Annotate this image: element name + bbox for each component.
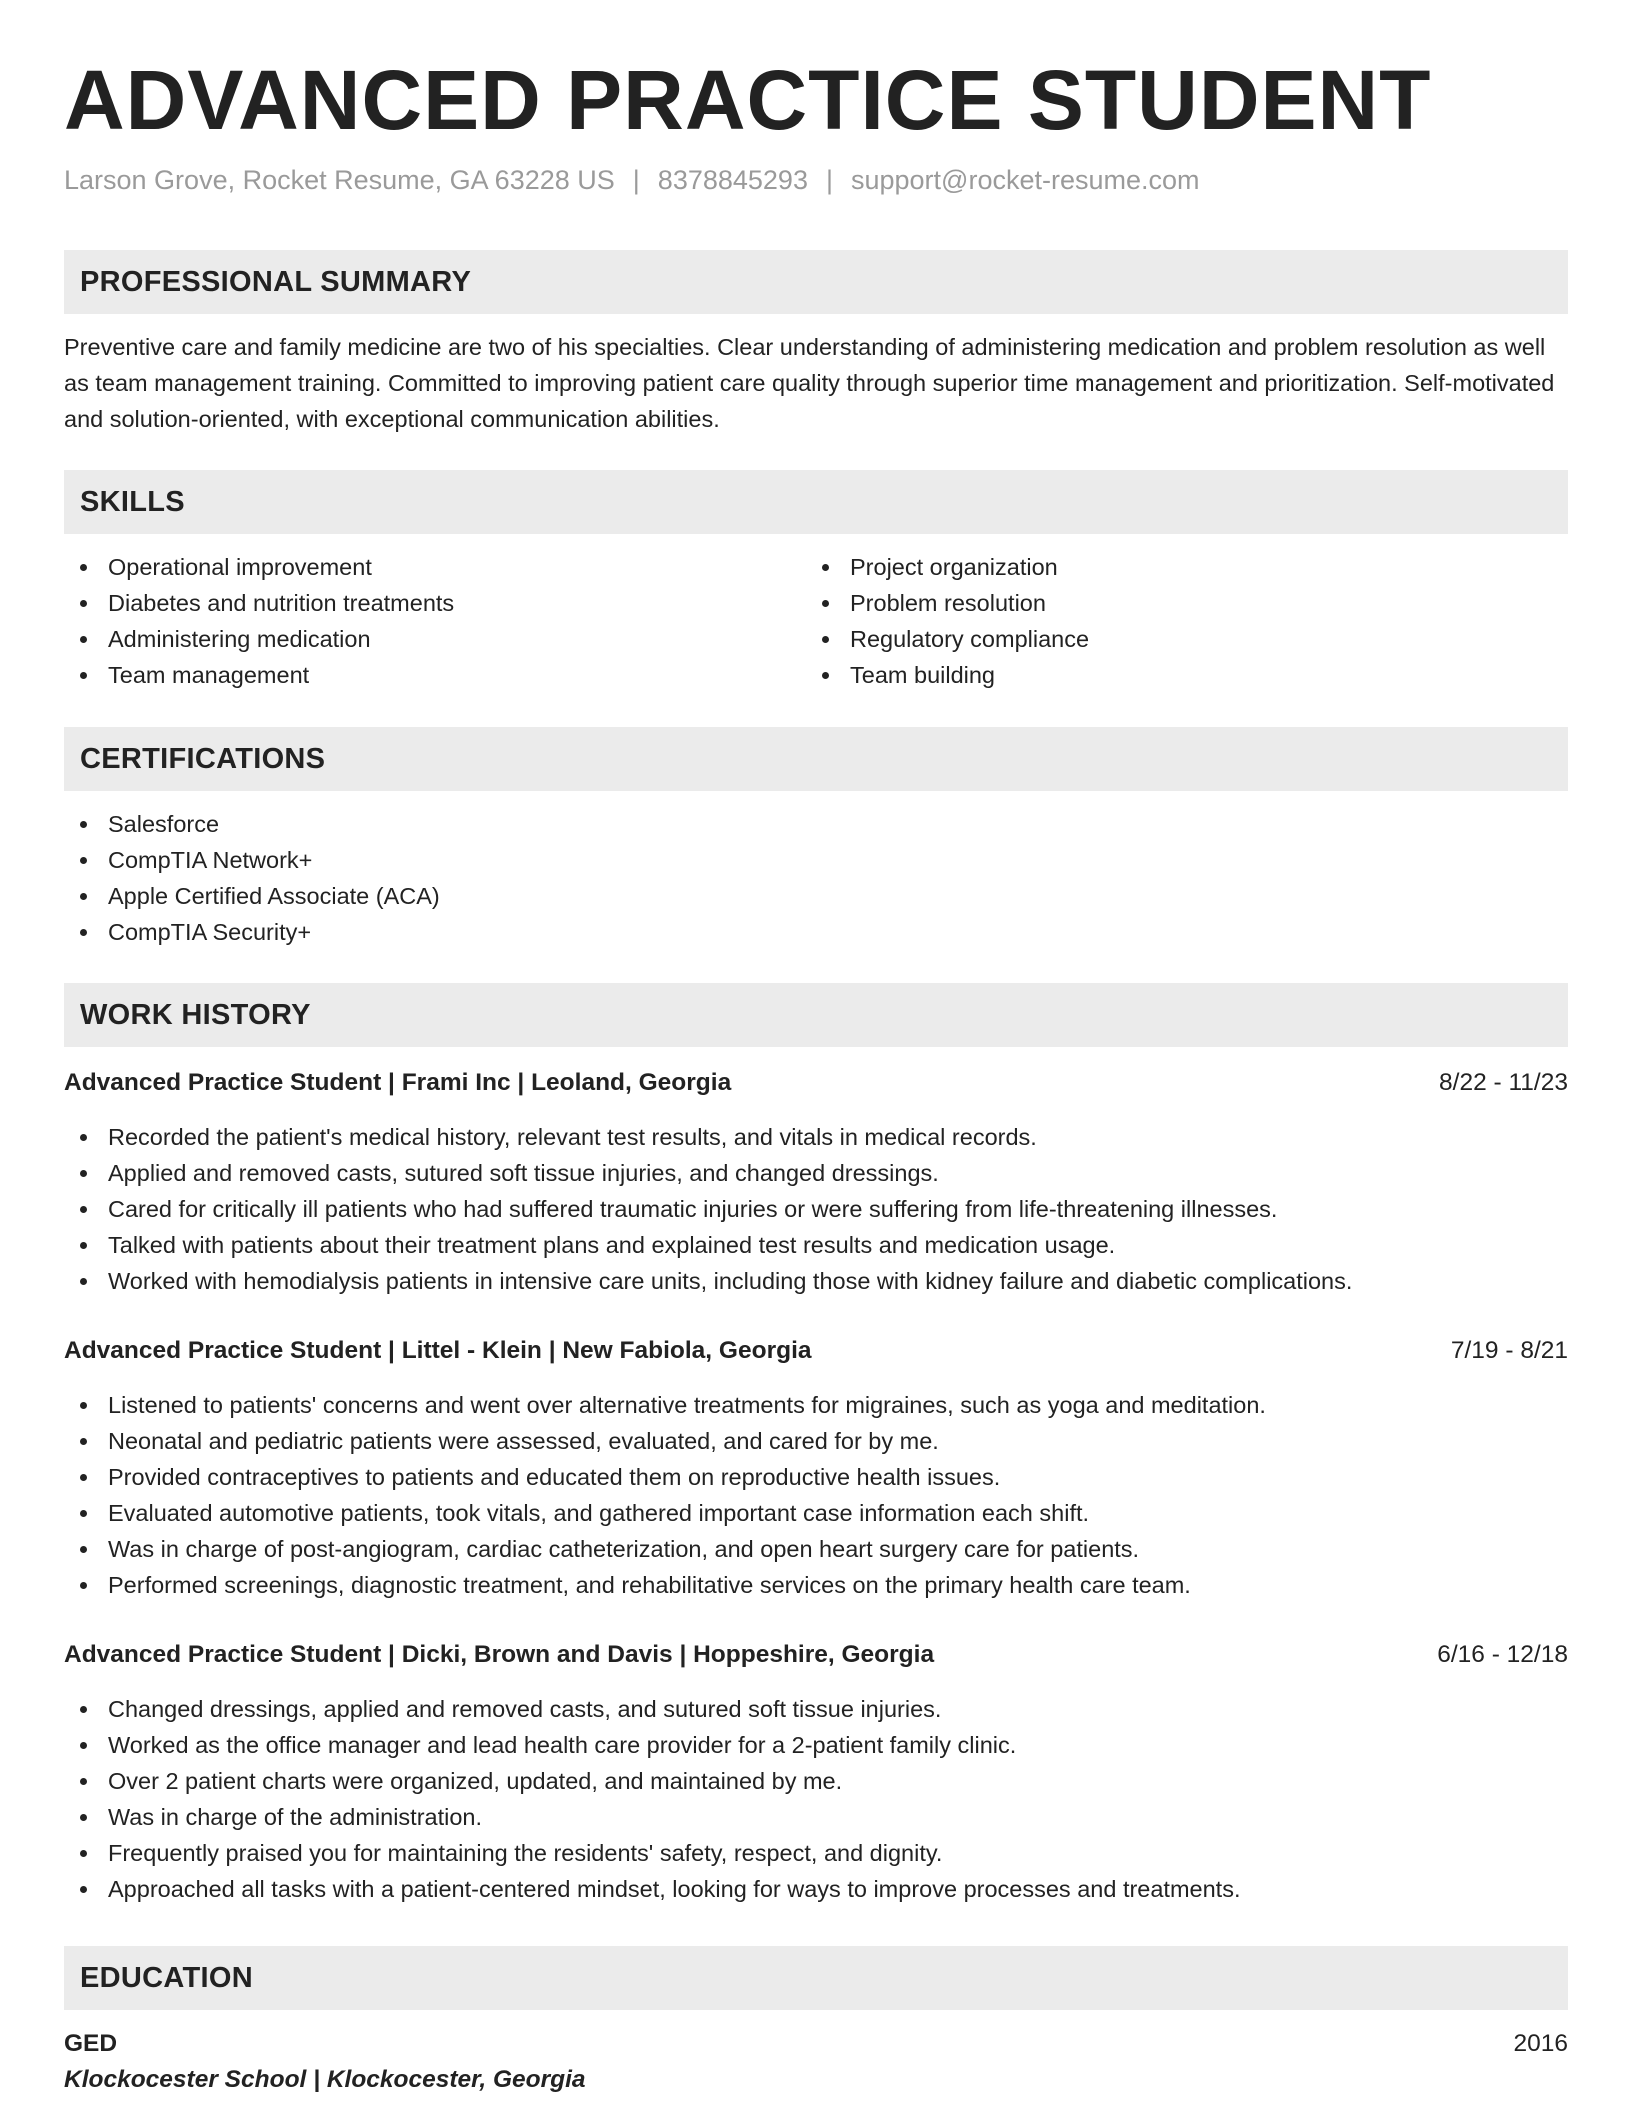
skills-grid bbox=[64, 549, 1568, 693]
skill-item: Diabetes and nutrition treatments bbox=[64, 585, 806, 621]
certification-item: Apple Certified Associate (ACA) bbox=[64, 878, 1568, 914]
skill-item: Operational improvement bbox=[64, 549, 806, 585]
certifications-heading: CERTIFICATIONS bbox=[64, 727, 1568, 791]
job-entry bbox=[64, 1333, 1568, 1603]
job-bullet: Recorded the patient's medical history, relevant test results, and vitals in medical records. bbox=[64, 1119, 1568, 1155]
job-title: Advanced Practice Student | Littel - Klein | New Fabiola, Georgia bbox=[64, 1337, 812, 1364]
degree: GED bbox=[64, 2030, 118, 2057]
contact-line bbox=[64, 164, 1568, 196]
job-bullet: Was in charge of the administration. bbox=[64, 1799, 1568, 1835]
skill-item: Team building bbox=[806, 657, 1548, 693]
email: support@rocket-resume.com bbox=[850, 165, 1200, 195]
job-dates: 6/16 - 12/18 bbox=[1437, 1641, 1568, 1668]
job-title: Advanced Practice Student | Frami Inc | Leoland, Georgia bbox=[64, 1069, 732, 1096]
summary-heading: PROFESSIONAL SUMMARY bbox=[64, 250, 1568, 314]
skill-item: Team management bbox=[64, 657, 806, 693]
skills-right-list bbox=[806, 549, 1548, 693]
job-bullet: Listened to patients' concerns and went over alternative treatments for migraines, such as yoga and meditation. bbox=[64, 1387, 1568, 1423]
job-bullet: Over 2 patient charts were organized, updated, and maintained by me. bbox=[64, 1763, 1568, 1799]
skills-left-list bbox=[64, 549, 806, 693]
summary-text: Preventive care and family medicine are two of his specialties. Clear understanding of administering medication and problem resolution as well as team management training. Committed to improving patient care quality through superior time management and prioritization. Self-motivated and solution-oriented, with exceptional communication abilities. bbox=[64, 334, 1555, 432]
graduation-year: 2016 bbox=[1513, 2030, 1568, 2057]
job-header bbox=[64, 1065, 1568, 1101]
job-bullet: Talked with patients about their treatment plans and explained test results and medication usage. bbox=[64, 1227, 1568, 1263]
certifications-list bbox=[64, 806, 1568, 950]
address: Larson Grove, Rocket Resume, GA 63228 US bbox=[64, 165, 615, 195]
job-dates: 7/19 - 8/21 bbox=[1450, 1337, 1568, 1364]
resume-page bbox=[64, 0, 1568, 2093]
education-section bbox=[64, 1946, 1568, 2010]
skills-section bbox=[64, 470, 1568, 693]
job-header bbox=[64, 1637, 1568, 1673]
job-entry bbox=[64, 1065, 1568, 1299]
education-heading: EDUCATION bbox=[64, 1946, 1568, 2010]
job-bullet: Evaluated automotive patients, took vitals, and gathered important case information each shift. bbox=[64, 1495, 1568, 1531]
skills-heading: SKILLS bbox=[64, 470, 1568, 534]
job-bullet: Applied and removed casts, sutured soft tissue injuries, and changed dressings. bbox=[64, 1155, 1568, 1191]
job-bullets bbox=[64, 1691, 1568, 1907]
job-bullets bbox=[64, 1119, 1568, 1299]
certification-item: CompTIA Security+ bbox=[64, 914, 1568, 950]
separator: | bbox=[825, 165, 833, 195]
job-bullet: Cared for critically ill patients who had suffered traumatic injuries or were suffering from life-threatening illnesses. bbox=[64, 1191, 1568, 1227]
skill-item: Project organization bbox=[806, 549, 1548, 585]
school: Klockocester School | Klockocester, Georgia bbox=[64, 2066, 586, 2093]
certification-item: CompTIA Network+ bbox=[64, 842, 1568, 878]
job-bullet: Changed dressings, applied and removed casts, and sutured soft tissue injuries. bbox=[64, 1691, 1568, 1727]
education-header bbox=[64, 2026, 1568, 2062]
work-heading: WORK HISTORY bbox=[64, 983, 1568, 1047]
phone: 8378845293 bbox=[657, 165, 808, 195]
job-bullet: Worked as the office manager and lead health care provider for a 2-patient family clinic. bbox=[64, 1727, 1568, 1763]
job-entry bbox=[64, 1637, 1568, 1907]
job-bullet: Worked with hemodialysis patients in intensive care units, including those with kidney failure and diabetic complications. bbox=[64, 1263, 1568, 1299]
job-bullet: Performed screenings, diagnostic treatment, and rehabilitative services on the primary health care team. bbox=[64, 1567, 1568, 1603]
skill-item: Problem resolution bbox=[806, 585, 1548, 621]
work-section bbox=[64, 983, 1568, 1047]
skill-item: Administering medication bbox=[64, 621, 806, 657]
job-header bbox=[64, 1333, 1568, 1369]
certification-item: Salesforce bbox=[64, 806, 1568, 842]
summary-section bbox=[64, 250, 1568, 437]
job-bullet: Approached all tasks with a patient-centered mindset, looking for ways to improve processes and treatments. bbox=[64, 1871, 1568, 1907]
education-entry bbox=[64, 2026, 1568, 2098]
candidate-name: ADVANCED PRACTICE STUDENT bbox=[64, 53, 1432, 147]
job-title: Advanced Practice Student | Dicki, Brown and Davis | Hoppeshire, Georgia bbox=[64, 1641, 935, 1668]
job-bullet: Frequently praised you for maintaining the residents' safety, respect, and dignity. bbox=[64, 1835, 1568, 1871]
job-dates: 8/22 - 11/23 bbox=[1439, 1069, 1568, 1096]
job-bullet: Was in charge of post-angiogram, cardiac catheterization, and open heart surgery care for patients. bbox=[64, 1531, 1568, 1567]
job-bullets bbox=[64, 1387, 1568, 1603]
separator: | bbox=[632, 165, 640, 195]
job-bullet: Neonatal and pediatric patients were assessed, evaluated, and cared for by me. bbox=[64, 1423, 1568, 1459]
certifications-section bbox=[64, 727, 1568, 950]
job-bullet: Provided contraceptives to patients and educated them on reproductive health issues. bbox=[64, 1459, 1568, 1495]
skill-item: Regulatory compliance bbox=[806, 621, 1548, 657]
